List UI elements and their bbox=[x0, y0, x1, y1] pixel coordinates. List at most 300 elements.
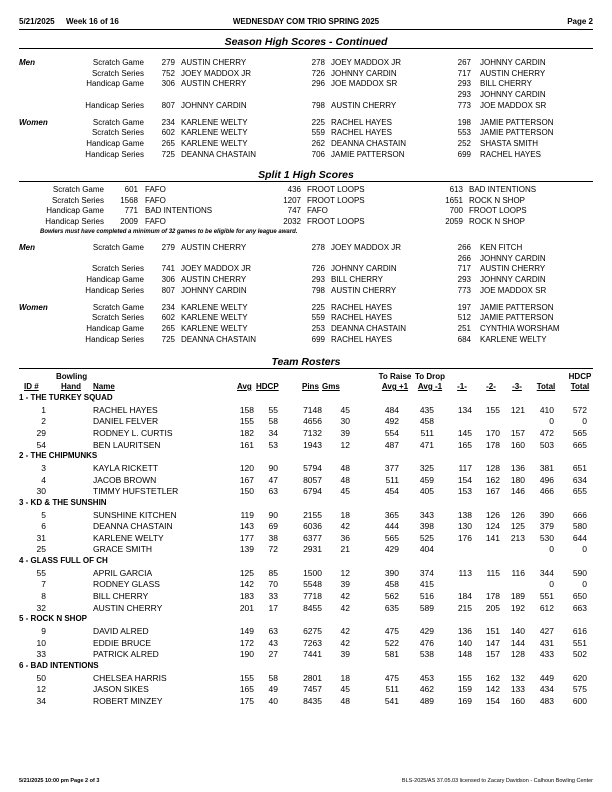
team-name-1: BAD INTENTIONS bbox=[145, 206, 213, 216]
to-drop-avg: 405 bbox=[419, 486, 434, 497]
game-1-score: 165 bbox=[457, 439, 472, 450]
team-category-label: Handicap Series bbox=[45, 216, 104, 226]
bowler-3: CYNTHIA WORSHAM bbox=[480, 323, 560, 333]
bowler-name: PATRICK ALRED bbox=[93, 649, 159, 660]
to-drop-avg: 489 bbox=[419, 695, 434, 706]
score-3: 293 bbox=[457, 79, 471, 89]
game-2-score: 155 bbox=[485, 404, 500, 415]
hdcp-series-total: 634 bbox=[572, 474, 587, 485]
team-name-2: FROOT LOOPS bbox=[307, 195, 365, 205]
team-heading: 4 - GLASS FULL OF CH bbox=[19, 556, 108, 566]
bowler-pins: 8435 bbox=[303, 695, 322, 706]
bowler-games: 18 bbox=[340, 672, 350, 683]
bowler-id: 3 bbox=[41, 462, 46, 473]
score-1: 306 bbox=[161, 275, 175, 285]
bowler-1: AUSTIN CHERRY bbox=[181, 243, 247, 252]
to-drop-avg: 415 bbox=[419, 579, 434, 590]
to-drop-avg: 589 bbox=[419, 602, 434, 613]
game-2-score: 162 bbox=[485, 474, 500, 485]
bowler-2: JOEY MADDOX JR bbox=[331, 243, 402, 252]
score-3: 553 bbox=[457, 128, 471, 138]
col-game-3: -3- bbox=[512, 382, 522, 391]
score-1: 279 bbox=[161, 243, 175, 252]
bowler-pins: 8455 bbox=[303, 602, 322, 613]
score-3: 266 bbox=[457, 253, 471, 263]
team-score-2: 2032 bbox=[283, 216, 301, 226]
col-bowling: Bowling bbox=[56, 372, 88, 381]
score-1: 602 bbox=[161, 313, 175, 323]
bowler-avg: 167 bbox=[239, 474, 254, 485]
series-total: 344 bbox=[539, 567, 554, 578]
score-1: 752 bbox=[161, 68, 175, 78]
split1-title: Split 1 High Scores bbox=[258, 169, 354, 181]
team-score-3: 700 bbox=[449, 206, 463, 216]
bowler-games: 42 bbox=[340, 591, 350, 602]
bowler-hdcp: 55 bbox=[268, 404, 278, 415]
game-1-score: 136 bbox=[457, 626, 472, 636]
score-3: 267 bbox=[457, 58, 471, 67]
bowler-hdcp: 34 bbox=[268, 427, 278, 438]
category-label: Scratch Game bbox=[92, 302, 144, 312]
team-name-3: ROCK N SHOP bbox=[469, 216, 526, 226]
bowler-games: 21 bbox=[340, 544, 350, 555]
game-3-score: 136 bbox=[510, 462, 525, 473]
bowler-name: JASON SIKES bbox=[93, 684, 149, 695]
to-raise-avg: 475 bbox=[384, 672, 399, 683]
bowler-hdcp: 70 bbox=[268, 579, 278, 590]
bowler-name: EDDIE BRUCE bbox=[93, 637, 152, 648]
game-1-score: 153 bbox=[457, 486, 472, 497]
to-raise-avg: 454 bbox=[384, 486, 399, 497]
to-raise-avg: 541 bbox=[384, 695, 399, 706]
game-2-score: 141 bbox=[485, 532, 500, 543]
team-score-3: 1651 bbox=[445, 195, 463, 205]
series-total: 379 bbox=[539, 521, 554, 532]
team-score-1: 771 bbox=[124, 206, 138, 216]
to-drop-avg: 429 bbox=[419, 626, 434, 636]
category-label: Handicap Series bbox=[85, 100, 144, 110]
to-drop-avg: 374 bbox=[419, 567, 434, 578]
team-heading: 2 - THE CHIPMUNKS bbox=[19, 451, 98, 461]
bowler-avg: 183 bbox=[239, 591, 254, 602]
bowler-hdcp: 90 bbox=[268, 509, 278, 520]
score-1: 306 bbox=[161, 79, 175, 89]
bowler-id: 32 bbox=[36, 602, 46, 613]
team-category-label: Handicap Game bbox=[46, 206, 104, 216]
team-name-1: FAFO bbox=[145, 195, 166, 205]
bowler-avg: 119 bbox=[240, 509, 254, 520]
team-heading: 5 - ROCK N SHOP bbox=[19, 614, 88, 624]
to-drop-avg: 325 bbox=[419, 462, 434, 473]
game-1-score: 140 bbox=[457, 637, 472, 648]
bowler-id: 55 bbox=[36, 567, 46, 578]
bowler-id: 31 bbox=[36, 532, 46, 543]
series-total: 551 bbox=[539, 591, 554, 602]
game-2-score: 151 bbox=[485, 626, 500, 636]
to-raise-avg: 475 bbox=[384, 626, 399, 636]
to-drop-avg: 459 bbox=[419, 474, 434, 485]
team-heading: 1 - THE TURKEY SQUAD bbox=[19, 393, 113, 402]
to-drop-avg: 525 bbox=[419, 532, 434, 543]
eligibility-note: Bowlers must have completed a minimum of 32 games to be eligible for any league award. bbox=[40, 229, 298, 235]
bowler-hdcp: 38 bbox=[268, 532, 278, 543]
series-total: 466 bbox=[539, 486, 554, 497]
bowler-2: RACHEL HAYES bbox=[331, 117, 392, 127]
series-total: 449 bbox=[539, 672, 554, 683]
game-2-score: 115 bbox=[486, 567, 500, 578]
bowler-1: DEANNA CHASTAIN bbox=[181, 149, 256, 159]
score-2: 262 bbox=[311, 138, 325, 148]
score-1: 265 bbox=[161, 323, 175, 333]
bowler-2: AUSTIN CHERRY bbox=[331, 285, 397, 295]
to-raise-avg: 554 bbox=[384, 427, 399, 438]
bowler-1: DEANNA CHASTAIN bbox=[181, 334, 256, 344]
game-3-score: 121 bbox=[510, 404, 525, 415]
score-2: 296 bbox=[311, 79, 325, 89]
bowler-name: BEN LAURITSEN bbox=[93, 439, 161, 450]
bowler-2: JOHNNY CARDIN bbox=[331, 264, 397, 274]
bowler-name: ROBERT MINZEY bbox=[93, 695, 163, 706]
bowler-hdcp: 33 bbox=[268, 591, 278, 602]
bowler-1: AUSTIN CHERRY bbox=[181, 275, 247, 285]
bowler-avg: 177 bbox=[239, 532, 254, 543]
bowler-id: 30 bbox=[36, 486, 46, 497]
col-gms: Gms bbox=[322, 382, 340, 391]
rosters-title: Team Rosters bbox=[271, 356, 341, 368]
league-name: WEDNESDAY COM TRIO SPRING 2025 bbox=[232, 17, 380, 26]
score-2: 253 bbox=[311, 323, 325, 333]
category-label: Handicap Game bbox=[86, 138, 144, 148]
team-heading: 3 - KD & THE SUNSHIN bbox=[19, 497, 107, 507]
split1-rule bbox=[19, 181, 593, 182]
bowler-1: AUSTIN CHERRY bbox=[181, 79, 247, 89]
game-2-score: 205 bbox=[485, 602, 500, 613]
to-drop-avg: 471 bbox=[419, 439, 434, 450]
game-3-score: 133 bbox=[510, 684, 525, 695]
to-raise-avg: 390 bbox=[384, 567, 399, 578]
bowler-id: 4 bbox=[41, 474, 46, 485]
score-3: 293 bbox=[457, 275, 471, 285]
bowler-pins: 7718 bbox=[303, 591, 322, 602]
bowler-id: 2 bbox=[41, 416, 46, 427]
game-2-score: 142 bbox=[485, 684, 500, 695]
series-total: 612 bbox=[539, 602, 554, 613]
bowler-games: 42 bbox=[340, 602, 350, 613]
to-raise-avg: 492 bbox=[384, 416, 399, 427]
col-avg-minus: Avg -1 bbox=[417, 382, 443, 391]
score-3: 717 bbox=[457, 264, 471, 274]
bowler-1: AUSTIN CHERRY bbox=[181, 58, 247, 67]
score-2: 798 bbox=[311, 285, 325, 295]
series-total: 434 bbox=[539, 684, 554, 695]
header-rule bbox=[19, 29, 593, 30]
page-number: Page 2 bbox=[567, 17, 593, 26]
bowler-name: DAVID ALRED bbox=[93, 626, 149, 636]
team-heading: 6 - BAD INTENTIONS bbox=[19, 660, 99, 670]
game-2-score: 124 bbox=[485, 521, 500, 532]
game-1-score: 113 bbox=[458, 567, 472, 578]
series-total: 390 bbox=[539, 509, 554, 520]
bowler-avg: 175 bbox=[239, 695, 254, 706]
season-high-rule bbox=[19, 48, 593, 49]
to-raise-avg: 522 bbox=[384, 637, 399, 648]
bowler-games: 48 bbox=[340, 695, 350, 706]
bowler-name: BILL CHERRY bbox=[93, 591, 149, 602]
bowler-3: JOHNNY CARDIN bbox=[480, 58, 546, 67]
bowler-pins: 1500 bbox=[303, 567, 322, 578]
series-total: 431 bbox=[539, 637, 554, 648]
category-label: Scratch Series bbox=[91, 128, 144, 138]
col-to-drop: To Drop bbox=[414, 372, 446, 381]
score-2: 798 bbox=[311, 100, 325, 110]
bowler-2: RACHEL HAYES bbox=[331, 313, 392, 323]
to-raise-avg: 365 bbox=[384, 509, 399, 520]
score-2: 726 bbox=[311, 264, 325, 274]
bowler-1: KARLENE WELTY bbox=[181, 313, 248, 323]
bowler-games: 18 bbox=[340, 509, 350, 520]
bowler-id: 5 bbox=[41, 509, 46, 520]
col-avg-plus: Avg +1 bbox=[381, 382, 409, 391]
series-total: 0 bbox=[549, 544, 554, 555]
bowler-id: 9 bbox=[41, 626, 46, 636]
col-total: Total bbox=[536, 382, 556, 391]
bowler-hdcp: 17 bbox=[268, 602, 278, 613]
hdcp-series-total: 572 bbox=[572, 404, 587, 415]
bowler-hdcp: 69 bbox=[268, 521, 278, 532]
hdcp-series-total: 0 bbox=[582, 416, 587, 427]
hdcp-series-total: 0 bbox=[582, 544, 587, 555]
bowler-hdcp: 63 bbox=[268, 486, 278, 497]
game-3-score: 144 bbox=[510, 637, 525, 648]
bowler-avg: 142 bbox=[239, 579, 254, 590]
category-label: Scratch Series bbox=[91, 264, 144, 274]
col-pins: Pins bbox=[302, 382, 319, 391]
bowler-id: 6 bbox=[41, 521, 46, 532]
game-3-score: 126 bbox=[510, 509, 525, 520]
to-drop-avg: 458 bbox=[419, 416, 434, 427]
game-2-score: 126 bbox=[485, 509, 500, 520]
bowler-2: BILL CHERRY bbox=[331, 275, 384, 285]
col-hdcp-total-top: HDCP bbox=[568, 372, 592, 381]
category-label: Scratch Game bbox=[92, 117, 144, 127]
col-hdcp: HDCP bbox=[256, 382, 279, 391]
bowler-name: KAYLA RICKETT bbox=[93, 462, 159, 473]
hdcp-series-total: 0 bbox=[582, 579, 587, 590]
bowler-avg: 143 bbox=[239, 521, 254, 532]
score-1: 602 bbox=[161, 128, 175, 138]
team-name-1: FAFO bbox=[145, 216, 166, 226]
bowler-avg: 125 bbox=[239, 567, 254, 578]
team-name-2: FROOT LOOPS bbox=[307, 185, 365, 194]
team-score-3: 613 bbox=[449, 185, 463, 194]
game-1-score: 130 bbox=[457, 521, 472, 532]
bowler-id: 50 bbox=[36, 672, 46, 683]
to-drop-avg: 398 bbox=[419, 521, 434, 532]
team-category-label: Scratch Game bbox=[52, 185, 104, 194]
game-1-score: 184 bbox=[457, 591, 472, 602]
series-total: 483 bbox=[539, 695, 554, 706]
score-2: 706 bbox=[311, 149, 325, 159]
to-drop-avg: 538 bbox=[419, 649, 434, 660]
footer-left: 5/21/2025 10:00 pm Page 2 of 3 bbox=[19, 778, 100, 784]
col-game-2: -2- bbox=[486, 382, 496, 391]
series-total: 427 bbox=[539, 626, 554, 636]
col-to-raise: To Raise bbox=[378, 372, 412, 381]
team-score-2: 1207 bbox=[283, 195, 301, 205]
score-2: 293 bbox=[311, 275, 325, 285]
score-3: 512 bbox=[457, 313, 471, 323]
to-drop-avg: 343 bbox=[419, 509, 434, 520]
game-3-score: 128 bbox=[510, 649, 525, 660]
category-label: Handicap Series bbox=[85, 149, 144, 159]
game-2-score: 178 bbox=[485, 591, 500, 602]
game-2-score: 170 bbox=[485, 427, 500, 438]
to-drop-avg: 511 bbox=[420, 427, 434, 438]
hdcp-series-total: 666 bbox=[572, 509, 587, 520]
to-raise-avg: 635 bbox=[384, 602, 399, 613]
bowler-pins: 6036 bbox=[303, 521, 322, 532]
score-3: 266 bbox=[457, 243, 471, 252]
bowler-pins: 4656 bbox=[303, 416, 322, 427]
game-2-score: 178 bbox=[485, 439, 500, 450]
bowler-games: 48 bbox=[340, 462, 350, 473]
bowler-avg: 172 bbox=[239, 637, 254, 648]
hdcp-series-total: 616 bbox=[572, 626, 587, 636]
bowler-pins: 8057 bbox=[303, 474, 322, 485]
bowler-avg: 158 bbox=[239, 404, 254, 415]
bowler-id: 33 bbox=[36, 649, 46, 660]
bowler-3: JOE MADDOX SR bbox=[480, 285, 547, 295]
series-total: 0 bbox=[549, 416, 554, 427]
score-3: 717 bbox=[457, 68, 471, 78]
score-2: 726 bbox=[311, 68, 325, 78]
bowler-hdcp: 90 bbox=[268, 462, 278, 473]
score-1: 234 bbox=[161, 302, 175, 312]
score-2: 225 bbox=[311, 117, 325, 127]
to-raise-avg: 429 bbox=[384, 544, 399, 555]
game-3-score: 140 bbox=[510, 626, 525, 636]
team-name-1: FAFO bbox=[145, 185, 166, 194]
to-drop-avg: 476 bbox=[419, 637, 434, 648]
bowler-pins: 2155 bbox=[303, 509, 322, 520]
bowler-pins: 6794 bbox=[303, 486, 322, 497]
bowler-pins: 7457 bbox=[303, 684, 322, 695]
group-label: Women bbox=[19, 302, 48, 312]
bowler-pins: 7263 bbox=[303, 637, 322, 648]
bowler-name: CHELSEA HARRIS bbox=[93, 672, 167, 683]
score-1: 234 bbox=[161, 117, 175, 127]
score-2: 278 bbox=[311, 58, 325, 67]
to-raise-avg: 444 bbox=[384, 521, 399, 532]
bowler-hdcp: 40 bbox=[268, 695, 278, 706]
bowler-games: 12 bbox=[340, 567, 350, 578]
bowler-3: AUSTIN CHERRY bbox=[480, 68, 546, 78]
score-1: 265 bbox=[161, 138, 175, 148]
bowler-hdcp: 85 bbox=[268, 567, 278, 578]
bowler-name: RODNEY GLASS bbox=[93, 579, 160, 590]
hdcp-series-total: 665 bbox=[572, 439, 587, 450]
bowler-name: RACHEL HAYES bbox=[93, 404, 158, 415]
series-total: 530 bbox=[539, 532, 554, 543]
series-total: 410 bbox=[539, 404, 554, 415]
bowler-name: AUSTIN CHERRY bbox=[93, 602, 163, 613]
col-game-1: -1- bbox=[457, 382, 467, 391]
bowler-name: KARLENE WELTY bbox=[93, 532, 164, 543]
game-1-score: 176 bbox=[457, 532, 472, 543]
game-2-score: 157 bbox=[485, 649, 500, 660]
score-3: 197 bbox=[457, 302, 471, 312]
bowler-name: SUNSHINE KITCHEN bbox=[93, 509, 177, 520]
bowler-games: 42 bbox=[340, 626, 350, 636]
team-name-3: FROOT LOOPS bbox=[469, 206, 527, 216]
game-3-score: 192 bbox=[510, 602, 525, 613]
game-1-score: 154 bbox=[457, 474, 472, 485]
bowler-3: JOHNNY CARDIN bbox=[480, 253, 546, 263]
team-score-3: 2059 bbox=[445, 216, 463, 226]
hdcp-series-total: 644 bbox=[572, 532, 587, 543]
bowler-1: JOEY MADDOX JR bbox=[181, 68, 252, 78]
game-1-score: 117 bbox=[458, 462, 472, 473]
game-1-score: 138 bbox=[457, 509, 472, 520]
bowler-hdcp: 72 bbox=[268, 544, 278, 555]
score-3: 198 bbox=[457, 117, 471, 127]
bowler-2: RACHEL HAYES bbox=[331, 128, 392, 138]
to-drop-avg: 435 bbox=[419, 404, 434, 415]
team-score-2: 436 bbox=[287, 185, 301, 194]
bowler-avg: 201 bbox=[239, 602, 254, 613]
game-3-score: 189 bbox=[510, 591, 525, 602]
category-label: Scratch Series bbox=[91, 68, 144, 78]
to-drop-avg: 453 bbox=[419, 672, 434, 683]
bowler-games: 42 bbox=[340, 637, 350, 648]
game-3-score: 157 bbox=[510, 427, 525, 438]
score-1: 725 bbox=[161, 149, 175, 159]
series-total: 472 bbox=[539, 427, 554, 438]
hdcp-series-total: 600 bbox=[572, 695, 587, 706]
team-category-label: Scratch Series bbox=[51, 195, 104, 205]
team-score-1: 1568 bbox=[120, 195, 138, 205]
bowler-pins: 6275 bbox=[303, 626, 322, 636]
group-label: Men bbox=[19, 58, 35, 67]
score-3: 699 bbox=[457, 149, 471, 159]
bowler-name: TIMMY HUFSTETLER bbox=[93, 486, 179, 497]
game-1-score: 159 bbox=[457, 684, 472, 695]
bowler-games: 48 bbox=[340, 474, 350, 485]
series-total: 496 bbox=[539, 474, 554, 485]
bowler-id: 10 bbox=[36, 637, 46, 648]
bowler-3: AUSTIN CHERRY bbox=[480, 264, 546, 274]
score-1: 807 bbox=[161, 100, 175, 110]
col-id: ID # bbox=[24, 382, 39, 391]
bowler-2: JOHNNY CARDIN bbox=[331, 68, 397, 78]
score-2: 278 bbox=[311, 243, 325, 252]
season-high-title: Season High Scores - Continued bbox=[224, 36, 388, 48]
bowler-id: 12 bbox=[36, 684, 46, 695]
hdcp-series-total: 575 bbox=[572, 684, 587, 695]
bowler-1: KARLENE WELTY bbox=[181, 128, 248, 138]
bowler-3: JAMIE PATTERSON bbox=[480, 128, 554, 138]
game-2-score: 162 bbox=[485, 672, 500, 683]
team-score-1: 2009 bbox=[120, 216, 138, 226]
report-date: 5/21/2025 bbox=[19, 17, 55, 26]
bowler-id: 1 bbox=[41, 404, 46, 415]
col-hdcp-total: Total bbox=[570, 382, 590, 391]
score-1: 279 bbox=[161, 58, 175, 67]
bowler-hdcp: 58 bbox=[268, 416, 278, 427]
game-1-score: 155 bbox=[457, 672, 472, 683]
bowler-avg: 165 bbox=[239, 684, 254, 695]
bowler-name: RODNEY L. CURTIS bbox=[93, 427, 173, 438]
